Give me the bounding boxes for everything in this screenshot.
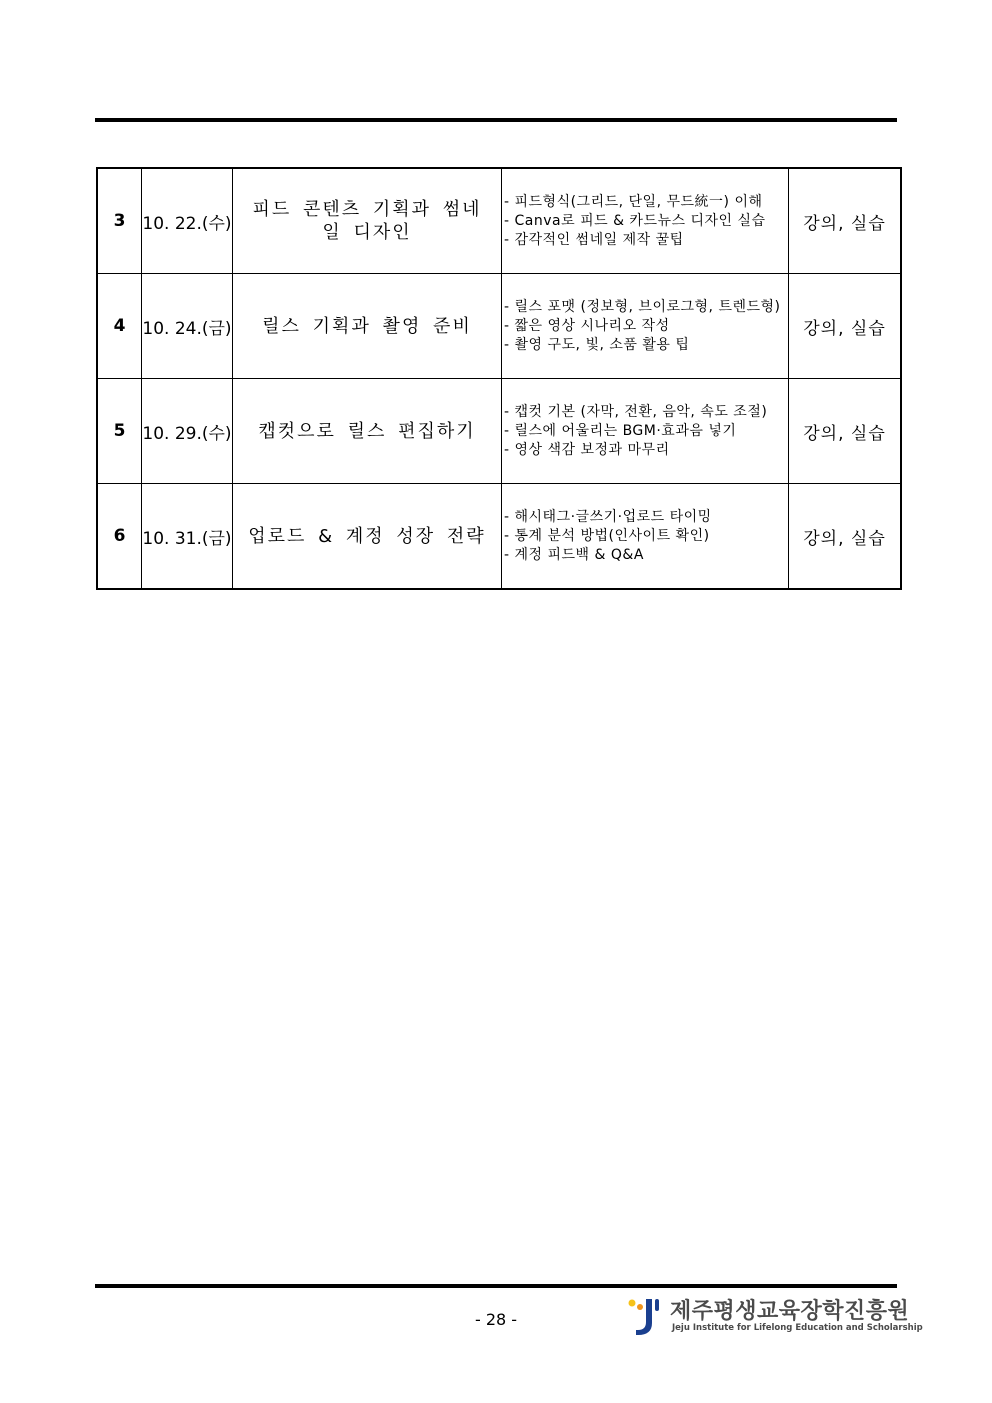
session-date: 10. 22.(수) bbox=[142, 168, 233, 274]
session-topic-text: 피드 콘텐츠 기획과 썸네일 디자인 bbox=[252, 199, 482, 243]
session-date: 10. 31.(금) bbox=[142, 484, 233, 590]
table-row bbox=[97, 168, 901, 274]
detail-line: - 짧은 영상 시나리오 작성 bbox=[504, 317, 670, 334]
session-details bbox=[502, 274, 789, 379]
session-topic bbox=[233, 168, 502, 274]
session-topic bbox=[233, 484, 502, 590]
schedule-table bbox=[96, 167, 902, 590]
footer-rule bbox=[95, 1284, 897, 1288]
session-method: 강의, 실습 bbox=[789, 274, 902, 379]
detail-line: - 캡컷 기본 (자막, 전환, 음악, 속도 조절) bbox=[504, 403, 768, 420]
detail-line: - 릴스에 어울리는 BGM·효과음 넣기 bbox=[504, 422, 737, 439]
session-topic-text: 업로드 & 계정 성장 전략 bbox=[248, 525, 486, 547]
org-logo bbox=[626, 1293, 923, 1339]
session-method: 강의, 실습 bbox=[789, 168, 902, 274]
detail-line: - 피드형식(그리드, 단일, 무드統一) 이해 bbox=[504, 193, 763, 210]
detail-line: - 촬영 구도, 빛, 소품 활용 팁 bbox=[504, 336, 690, 353]
session-topic bbox=[233, 379, 502, 484]
detail-line: - 감각적인 썸네일 제작 꿀팁 bbox=[504, 231, 684, 248]
detail-line: - 통계 분석 방법(인사이트 확인) bbox=[504, 527, 710, 544]
org-emblem-icon bbox=[626, 1293, 666, 1339]
session-number: 3 bbox=[97, 168, 142, 274]
page-number: - 28 - bbox=[474, 1310, 518, 1329]
org-name-en: Jeju Institute for Lifelong Education and Scholarship bbox=[672, 1323, 923, 1333]
session-date: 10. 29.(수) bbox=[142, 379, 233, 484]
session-details bbox=[502, 484, 789, 590]
session-topic-text: 릴스 기획과 촬영 준비 bbox=[262, 315, 472, 337]
session-number: 4 bbox=[97, 274, 142, 379]
table-row bbox=[97, 274, 901, 379]
org-name-ko: 제주평생교육장학진흥원 bbox=[670, 1299, 910, 1324]
session-number: 5 bbox=[97, 379, 142, 484]
detail-line: - 계정 피드백 & Q&A bbox=[504, 546, 644, 563]
table-row bbox=[97, 484, 901, 590]
session-method: 강의, 실습 bbox=[789, 379, 902, 484]
session-method: 강의, 실습 bbox=[789, 484, 902, 590]
detail-line: - 영상 색감 보정과 마무리 bbox=[504, 441, 670, 458]
session-topic-text: 캡컷으로 릴스 편집하기 bbox=[258, 420, 476, 442]
session-date: 10. 24.(금) bbox=[142, 274, 233, 379]
session-topic bbox=[233, 274, 502, 379]
detail-line: - Canva로 피드 & 카드뉴스 디자인 실습 bbox=[504, 212, 766, 229]
session-details bbox=[502, 168, 789, 274]
detail-line: - 해시태그·글쓰기·업로드 타이밍 bbox=[504, 508, 712, 525]
session-details bbox=[502, 379, 789, 484]
table-row bbox=[97, 379, 901, 484]
header-rule bbox=[95, 118, 897, 122]
detail-line: - 릴스 포맷 (정보형, 브이로그형, 트렌드형) bbox=[504, 298, 781, 315]
session-number: 6 bbox=[97, 484, 142, 590]
